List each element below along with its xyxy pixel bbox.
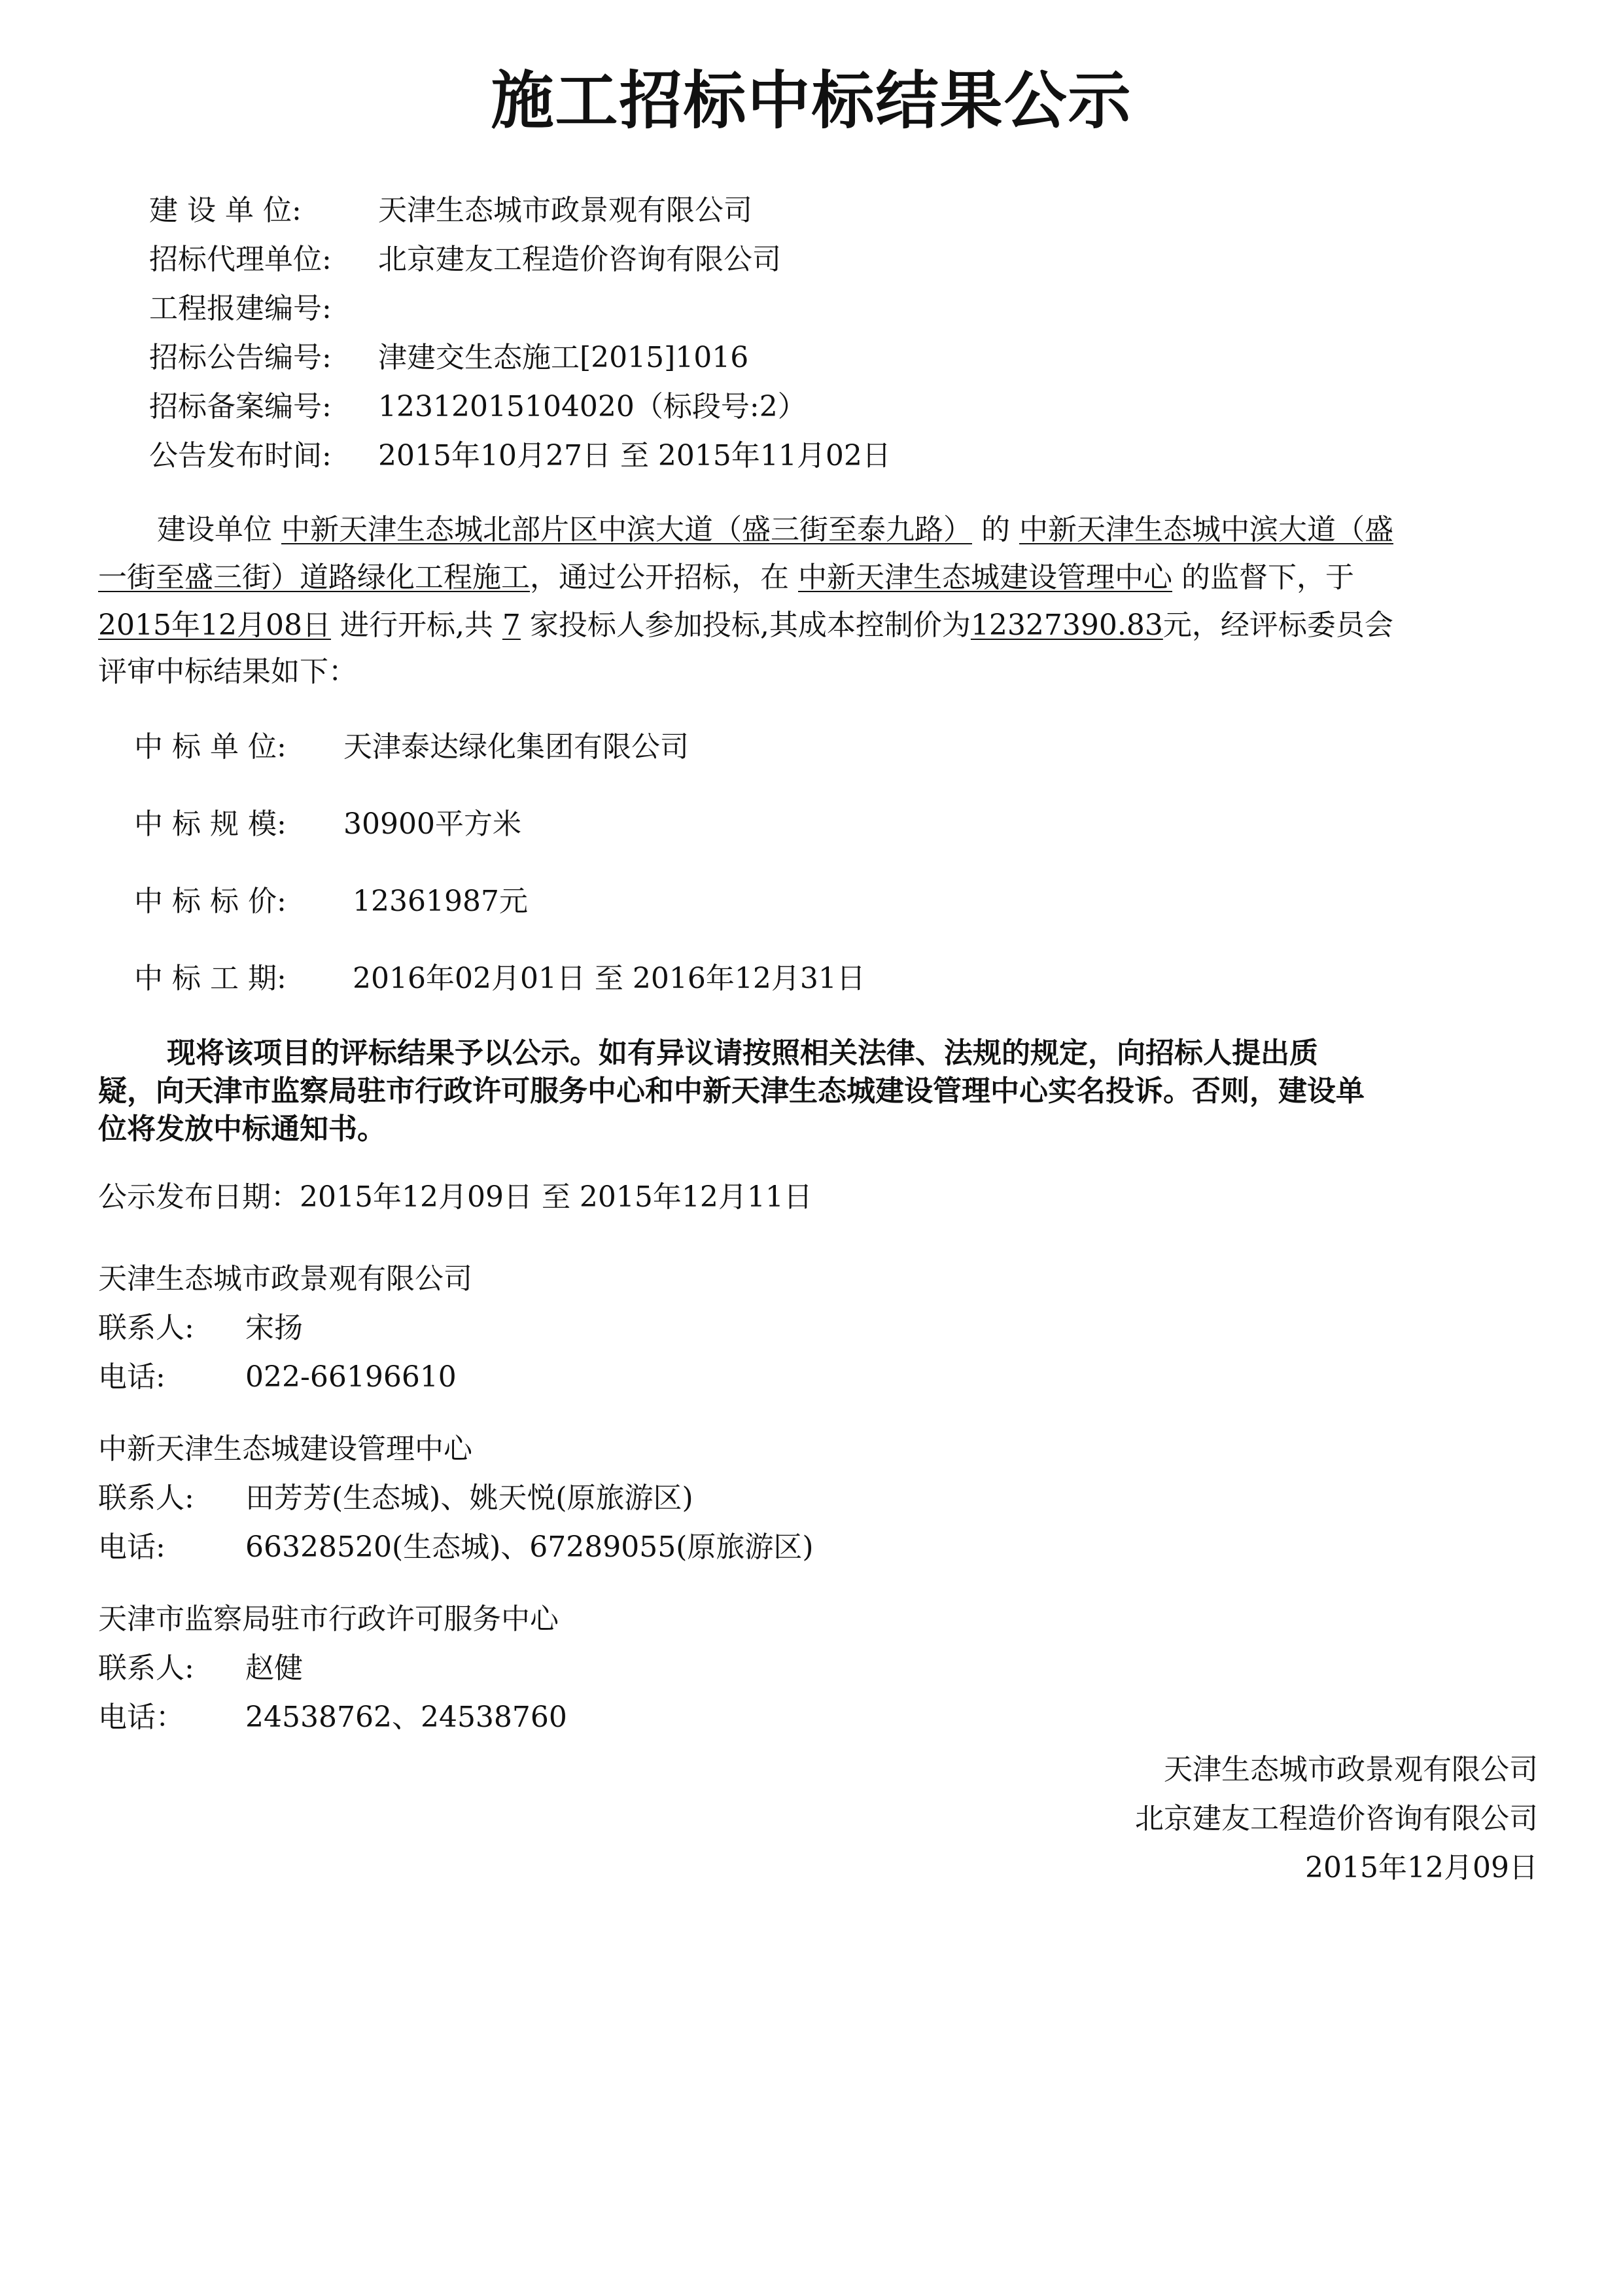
award-label: 中 标 标 价: bbox=[134, 885, 287, 918]
text-span: 家投标人参加投标,其成本控制价为 bbox=[520, 609, 971, 642]
bidder-count: 7 bbox=[502, 609, 521, 642]
text-span: ，通过公开招标，在 bbox=[530, 561, 798, 594]
header-value: 12312015104020（标段号:2） bbox=[378, 390, 807, 423]
contact-org: 天津生态城市政景观有限公司 bbox=[98, 1262, 472, 1296]
text-span: 进行开标,共 bbox=[330, 609, 502, 642]
contact-phone-label: 电话： bbox=[98, 1701, 184, 1734]
contact-phone-row bbox=[98, 1528, 814, 1567]
page-title: 施工招标中标结果公示 bbox=[491, 64, 1132, 137]
header-value: 2015年10月27日 至 2015年11月02日 bbox=[378, 439, 891, 472]
contact-person-row bbox=[98, 1479, 693, 1518]
contact-person-label: 联系人: bbox=[98, 1481, 194, 1515]
contact-phone-row bbox=[98, 1358, 457, 1397]
notice-line-1: 现将该项目的评标结果予以公示。如有异议请按照相关法律、法规的规定，向招标人提出质 bbox=[167, 1036, 1318, 1070]
contact-org: 天津市监察局驻市行政许可服务中心 bbox=[98, 1602, 559, 1636]
supervisor-name: 中新天津生态城建设管理中心 bbox=[798, 561, 1172, 594]
paragraph-line-3 bbox=[98, 606, 1393, 645]
header-value: 津建交生态施工[2015]1016 bbox=[378, 341, 749, 374]
contact-person-row bbox=[98, 1649, 303, 1688]
header-value: 北京建友工程造价咨询有限公司 bbox=[378, 243, 781, 276]
contact-person-label: 联系人: bbox=[98, 1651, 194, 1685]
signature-org-2: 北京建友工程造价咨询有限公司 bbox=[1135, 1802, 1538, 1835]
header-value: 天津生态城市政景观有限公司 bbox=[378, 194, 752, 227]
paragraph-line-1 bbox=[157, 510, 1393, 550]
header-row-notice-no bbox=[149, 338, 748, 378]
contact-phone: 24538762、24538760 bbox=[245, 1701, 567, 1734]
project-name-part-2: 一街至盛三街）道路绿化工程施工 bbox=[98, 561, 530, 594]
cost-price: 12327390.83 bbox=[970, 609, 1163, 642]
header-row-project-no bbox=[149, 289, 378, 328]
paragraph-line-2 bbox=[98, 558, 1354, 597]
notice-line-3: 位将发放中标通知书。 bbox=[98, 1112, 386, 1146]
text-span: 建设单位 bbox=[157, 513, 281, 546]
signature-date: 2015年12月09日 bbox=[1305, 1851, 1538, 1884]
contact-phone: 66328520(生态城)、67289055(原旅游区) bbox=[245, 1530, 814, 1564]
text-span: 元，经评标委员会 bbox=[1162, 609, 1393, 642]
contact-org: 中新天津生态城建设管理中心 bbox=[98, 1432, 472, 1466]
header-label: 工程报建编号: bbox=[149, 292, 332, 325]
builder-name: 中新天津生态城北部片区中滨大道（盛三街至泰九路） bbox=[281, 513, 972, 546]
award-value: 30900平方米 bbox=[343, 807, 521, 841]
text-span: 的 bbox=[972, 513, 1019, 546]
header-label: 招标公告编号: bbox=[149, 341, 332, 374]
award-label: 中 标 工 期: bbox=[134, 962, 287, 995]
award-label: 中 标 单 位: bbox=[134, 730, 287, 764]
header-row-filing-no bbox=[149, 387, 807, 427]
award-row-price bbox=[134, 882, 528, 921]
award-row-scale bbox=[134, 805, 521, 844]
header-row-publish-time bbox=[149, 436, 891, 476]
contact-person-row bbox=[98, 1309, 303, 1348]
open-date: 2015年12月08日 bbox=[98, 609, 331, 642]
award-value: 天津泰达绿化集团有限公司 bbox=[343, 730, 689, 764]
contact-phone: 022-66196610 bbox=[245, 1360, 457, 1394]
contact-phone-label: 电话: bbox=[98, 1360, 166, 1394]
award-row-period bbox=[134, 959, 865, 998]
award-value: 2016年02月01日 至 2016年12月31日 bbox=[343, 962, 865, 995]
notice-line-2: 疑，向天津市监察局驻市行政许可服务中心和中新天津生态城建设管理中心实名投诉。否则，建设单 bbox=[98, 1074, 1365, 1108]
header-label: 公告发布时间: bbox=[149, 439, 332, 472]
paragraph-line-4: 评审中标结果如下： bbox=[98, 655, 357, 688]
header-label: 招标备案编号: bbox=[149, 390, 332, 423]
contact-phone-label: 电话: bbox=[98, 1530, 166, 1564]
header-row-builder bbox=[149, 191, 752, 230]
contact-person: 赵健 bbox=[245, 1651, 303, 1685]
contact-person: 宋扬 bbox=[245, 1311, 303, 1345]
signature-org-1: 天津生态城市政景观有限公司 bbox=[1164, 1753, 1538, 1786]
award-row-winner bbox=[134, 728, 689, 767]
contact-phone-row bbox=[98, 1698, 567, 1737]
project-name-part-1: 中新天津生态城中滨大道（盛 bbox=[1019, 513, 1393, 546]
award-value: 12361987元 bbox=[343, 885, 528, 918]
contact-person-label: 联系人: bbox=[98, 1311, 194, 1345]
header-label: 建 设 单 位: bbox=[149, 194, 302, 227]
header-row-agent bbox=[149, 240, 781, 279]
award-label: 中 标 规 模: bbox=[134, 807, 287, 841]
header-label: 招标代理单位: bbox=[149, 243, 332, 276]
publish-period: 公示发布日期：2015年12月09日 至 2015年12月11日 bbox=[98, 1180, 812, 1214]
text-span: 的监督下，于 bbox=[1172, 561, 1354, 594]
contact-person: 田芳芳(生态城)、姚天悦(原旅游区) bbox=[245, 1481, 693, 1515]
